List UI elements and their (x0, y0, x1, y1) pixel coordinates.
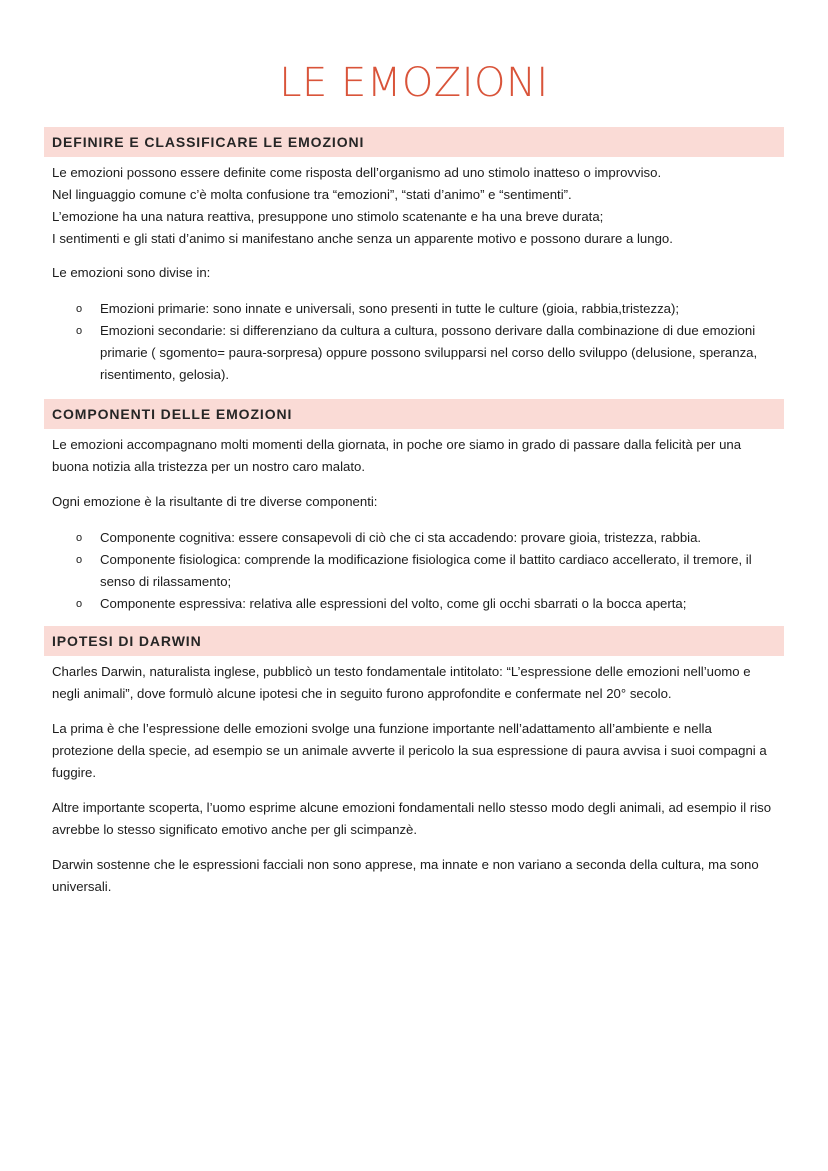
hollow-bullet-icon: o (76, 598, 83, 610)
document-title: LE EMOZIONI (279, 60, 549, 106)
list-item (76, 298, 784, 320)
list-intro: Ogni emozione è la risultante di tre diverse componenti: (52, 494, 378, 509)
paragraph: Le emozioni accompagnano molti momenti della giornata, in poche ore siamo in grado di passare dalla felicità per una buona notizia alla tristezza per un nostro caro malato. (52, 437, 742, 474)
list-item (76, 549, 784, 593)
paragraph: Darwin sostenne che le espressioni facciali non sono apprese, ma innate e non variano a seconda della cultura, ma sono universali. (52, 857, 759, 894)
list-item-text: Componente cognitiva: essere consapevoli di ciò che ci sta accadendo: provare gioia, tristezza, rabbia. (100, 530, 702, 545)
hollow-bullet-icon: o (76, 325, 83, 337)
list-item (76, 593, 784, 615)
list-item-text: Emozioni primarie: sono innate e universali, sono presenti in tutte le culture (gioia, rabbia,tristezza); (100, 301, 680, 316)
bullet-list (44, 527, 784, 615)
section-definire (44, 127, 784, 386)
section-heading: IPOTESI DI DARWIN (44, 626, 784, 656)
paragraph-line: Le emozioni possono essere definite come risposta dell’organismo ad uno stimolo inatteso o improvviso. (52, 165, 662, 180)
hollow-bullet-icon: o (76, 303, 83, 315)
hollow-bullet-icon: o (76, 554, 83, 566)
hollow-bullet-icon: o (76, 532, 83, 544)
list-item (76, 320, 784, 386)
list-item-text: Componente espressiva: relativa alle espressioni del volto, come gli occhi sbarrati o la bocca aperta; (100, 596, 687, 611)
paragraph-line: Nel linguaggio comune c’è molta confusione tra “emozioni”, “stati d’animo” e “sentimenti”. (52, 187, 572, 202)
section-componenti (44, 399, 784, 615)
list-item (76, 527, 784, 549)
paragraph: Charles Darwin, naturalista inglese, pubblicò un testo fondamentale intitolato: “L’espressione delle emozioni nell’uomo e negli animali”, dove formulò alcune ipotesi che in seguito furono approfondite e confermate nel 20° secolo. (52, 664, 751, 701)
list-item-text: Emozioni secondarie: si differenziano da cultura a cultura, possono derivare dalla combinazione di due emozioni primarie ( sgomento= paura-sorpresa) oppure possono svilupparsi nel corso dello sviluppo (delusione, speranza, risentimento, gelosia). (100, 323, 758, 382)
paragraph: La prima è che l’espressione delle emozioni svolge una funzione importante nell’adattamento all’ambiente e nella protezione della specie, ad esempio se un animale avverte il pericolo la sua espressione di paura avvisa i suoi compagni a fuggire. (52, 721, 767, 780)
section-heading: COMPONENTI DELLE EMOZIONI (44, 399, 784, 429)
section-heading: DEFINIRE E CLASSIFICARE LE EMOZIONI (44, 127, 784, 157)
bullet-list (44, 298, 784, 386)
paragraph: Altre importante scoperta, l’uomo esprime alcune emozioni fondamentali nello stesso modo degli animali, ad esempio il riso avrebbe lo stesso significato emotivo anche per gli scimpanzè. (52, 800, 772, 837)
list-item-text: Componente fisiologica: comprende la modificazione fisiologica come il battito cardiaco accellerato, il tremore, il senso di rilassamento; (100, 552, 752, 589)
paragraph-line: L’emozione ha una natura reattiva, presuppone uno stimolo scatenante e ha una breve durata; (52, 209, 604, 224)
paragraph-line: I sentimenti e gli stati d’animo si manifestano anche senza un apparente motivo e possono durare a lungo. (52, 231, 673, 246)
list-intro: Le emozioni sono divise in: (52, 265, 211, 280)
section-darwin (44, 626, 784, 898)
